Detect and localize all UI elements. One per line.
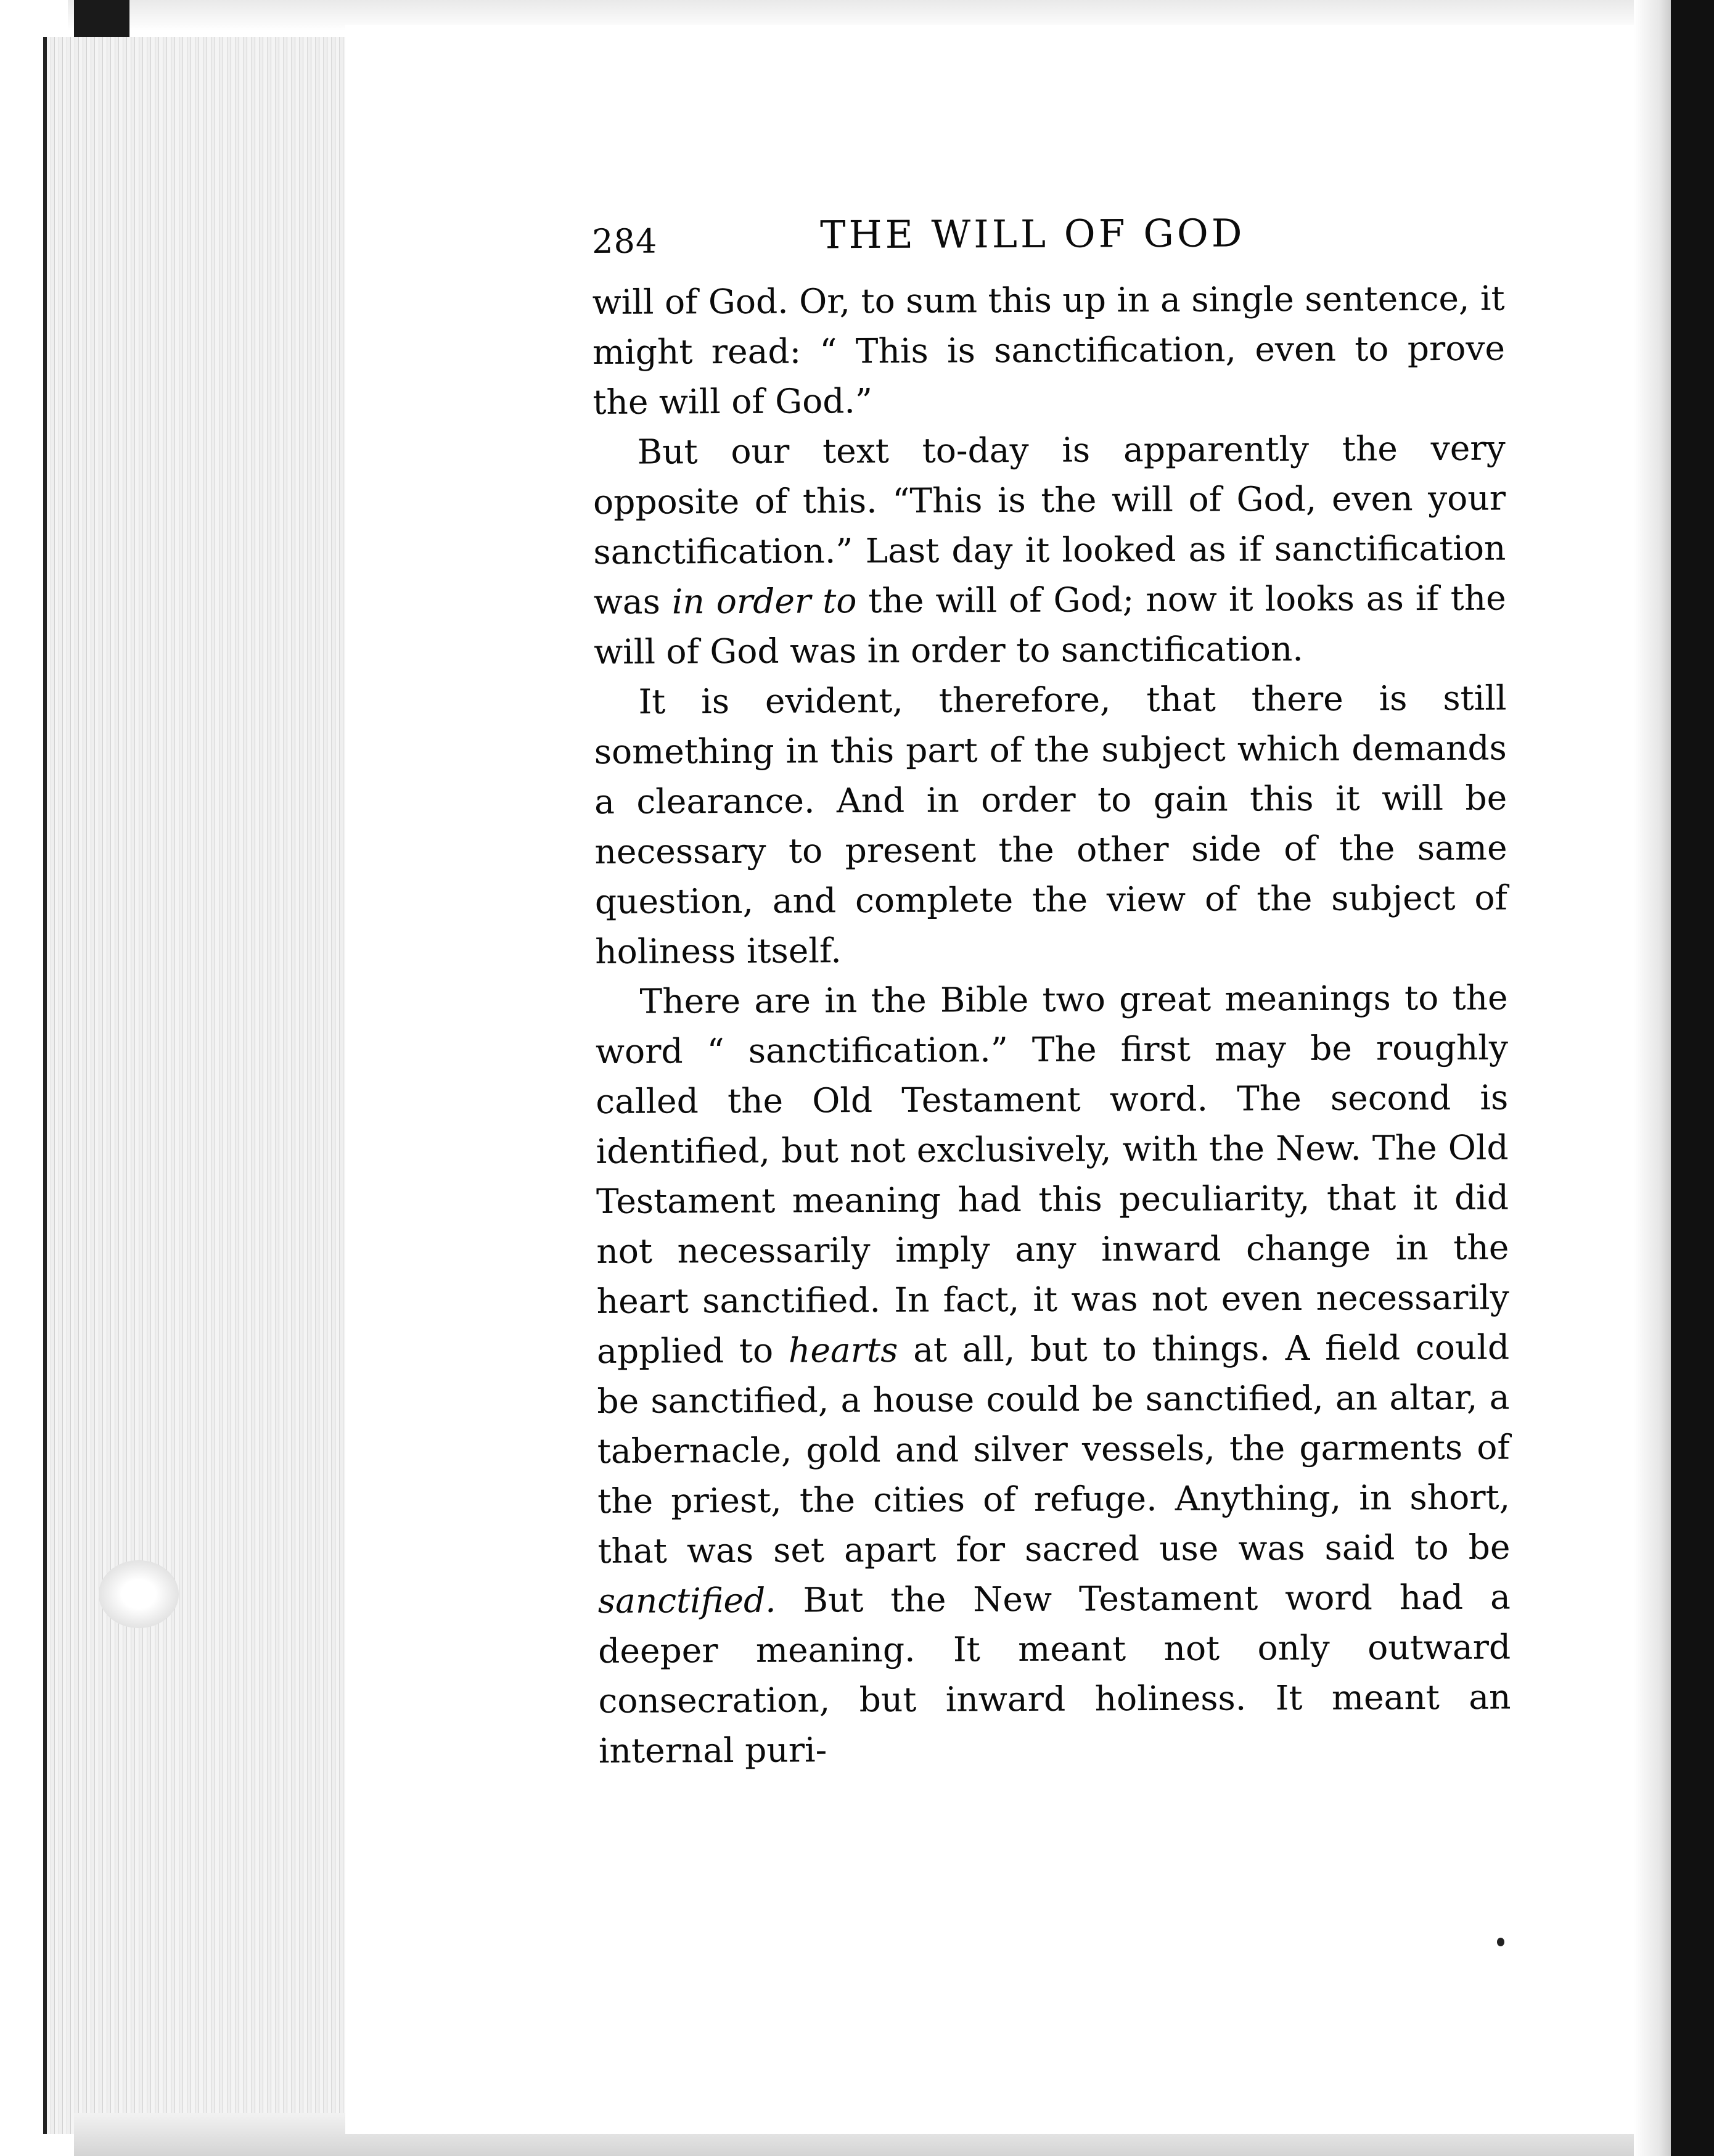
running-title: THE WILL OF GOD bbox=[820, 210, 1245, 258]
page-content bbox=[592, 206, 1511, 1776]
body-text bbox=[592, 274, 1511, 1776]
text-run: It is evident, therefore, that there is still something in this part of the subject which demands a clearance. And in order to gain this it will be necessary to present the other side of the same question, and complete the view of the subject of holiness itself. bbox=[594, 678, 1508, 971]
page-number: 284 bbox=[592, 221, 658, 261]
scan-right-border bbox=[1671, 0, 1714, 2156]
text-run: at all, but to things. A field could be sanctified, a house could be sanctified, an altar, a tabernacle, gold and silver vessels, the garments of the priest, the cities of refuge. Anything, in short, that was set apart for sacred use was said to be bbox=[597, 1327, 1511, 1571]
text-run: the will of God; now it looks as if the will of God was in order to sanctification. bbox=[593, 578, 1506, 672]
italic-text: hearts bbox=[788, 1330, 898, 1370]
paragraph bbox=[592, 274, 1505, 427]
italic-text: in order to bbox=[671, 581, 857, 622]
paragraph bbox=[593, 424, 1507, 677]
page-stack-edge bbox=[43, 37, 355, 2134]
text-run: But our text to-day is apparently the very opposite of this. “This is the will of God, even your sanctification.” Last day it looked as if sanctification was bbox=[593, 428, 1506, 622]
paragraph bbox=[595, 973, 1511, 1776]
text-run: But the New Testament word had a deeper meaning. It meant not only outward consecration, but inward holiness. It meant an internal puri- bbox=[598, 1577, 1511, 1771]
italic-text: sanctified. bbox=[597, 1580, 776, 1621]
text-run: will of God. Or, to sum this up in a single sentence, it might read: “ This is sanctification, even to prove the will of God.” bbox=[592, 278, 1506, 422]
text-run: There are in the Bible two great meanings to the word “ sanctification.” The first may be roughly called the Old Testament word. The second is identified, but not exclusively, with the New. The Old Testament meaning had this peculiarity, that it did not necessarily imply any inward change in the heart sanctified. In fact, it was not even necessarily applied to bbox=[595, 977, 1509, 1371]
ink-speck bbox=[1497, 1938, 1504, 1946]
paragraph bbox=[594, 673, 1507, 977]
running-header bbox=[592, 206, 1504, 278]
paper-blemish bbox=[99, 1560, 179, 1628]
